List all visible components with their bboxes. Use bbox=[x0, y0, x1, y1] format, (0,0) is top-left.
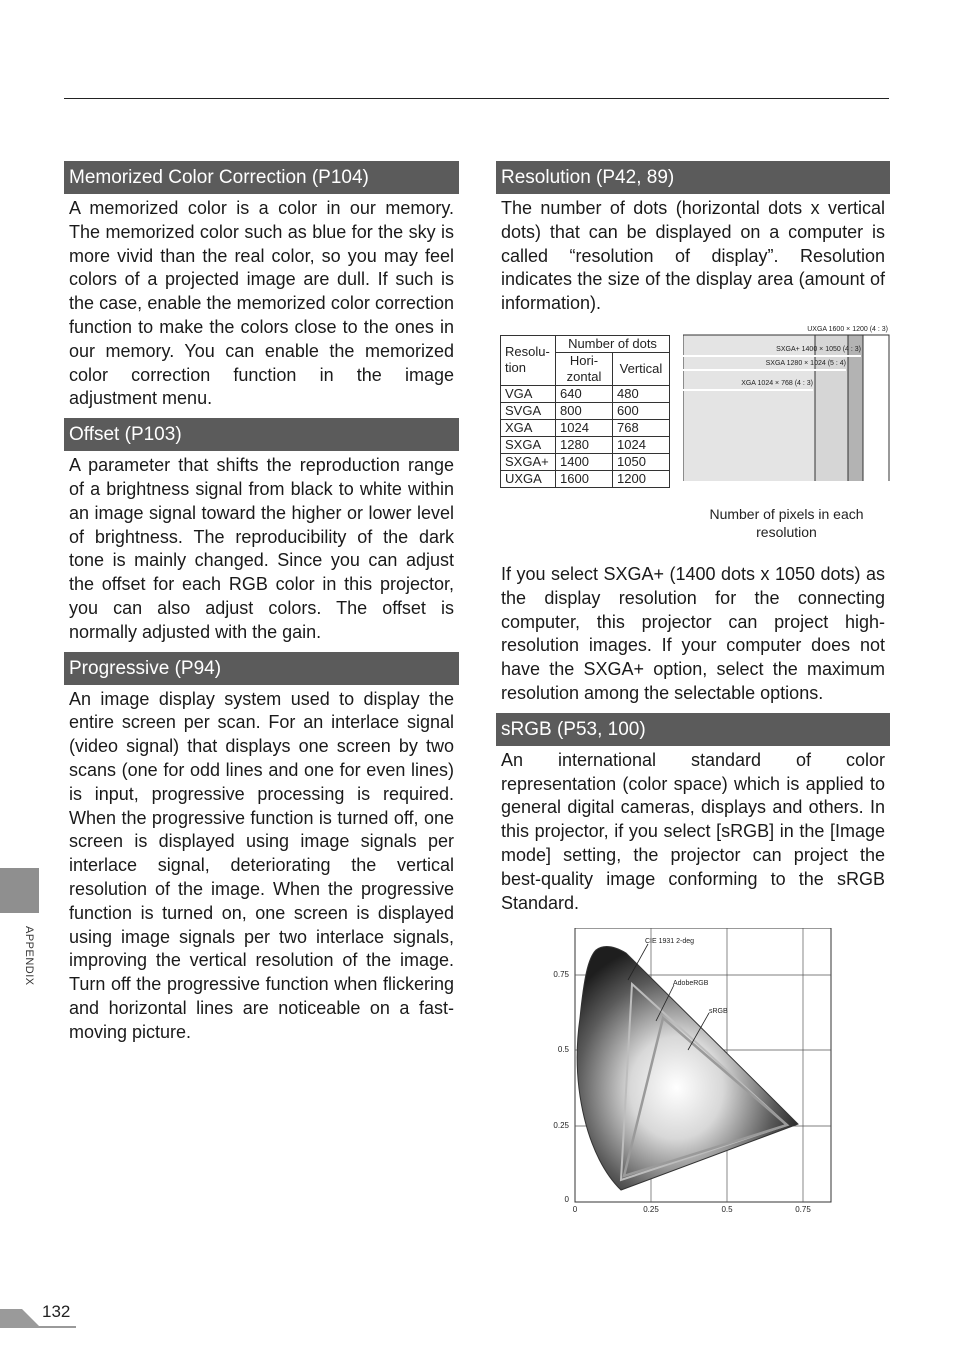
table-header-number-of-dots: Number of dots bbox=[556, 335, 670, 352]
table-cell-name: VGA bbox=[501, 385, 556, 402]
table-header-row bbox=[501, 335, 670, 352]
section-body-offset: A parameter that shifts the reproduction range of a brightness signal from black to white within an image signal toward the higher or lower level of brightness. The reproducibility of the dark tone is mainly changed. Since you can adjust the offset for each RGB color in this projector, you can also adjust colors. The offset is normally adjusted with the gain. bbox=[69, 455, 454, 642]
section-title-resolution: Resolution (P42, 89) bbox=[496, 161, 890, 194]
table-cell-vertical: 1200 bbox=[613, 470, 670, 487]
section-title-offset: Offset (P103) bbox=[64, 418, 459, 451]
section-body-resolution: The number of dots (horizontal dots x vertical dots) that can be displayed on a computer is called “resolution of display”. Resolution indicates the size of the display area (amount of information). bbox=[501, 198, 885, 314]
x-tick-label: 0.75 bbox=[795, 1205, 811, 1215]
sxga-plus-label: SXGA+ 1400 × 1050 (4 : 3) bbox=[776, 345, 861, 353]
table-cell-vertical: 1050 bbox=[613, 453, 670, 470]
right-column bbox=[496, 161, 890, 1238]
table-cell-name: SVGA bbox=[501, 402, 556, 419]
table-row bbox=[501, 470, 670, 487]
table-cell-vertical: 480 bbox=[613, 385, 670, 402]
uxga-label: UXGA 1600 × 1200 (4 : 3) bbox=[807, 325, 888, 333]
resolution-diagram bbox=[683, 321, 890, 481]
table-cell-horizontal: 1024 bbox=[556, 419, 613, 436]
table-row bbox=[501, 453, 670, 470]
section-body-srgb: An international standard of color representation (color space) which is applied to general digital cameras, displays and others. In this projector, if you select [sRGB] in the [Image mode] setting, the projector can project the best-quality image conforming to the sRGB Standard. bbox=[501, 749, 885, 913]
diagram-caption: Number of pixels in each resolution bbox=[709, 505, 864, 540]
table-row bbox=[501, 402, 670, 419]
table-cell-vertical: 600 bbox=[613, 402, 670, 419]
table-cell-horizontal: 1600 bbox=[556, 470, 613, 487]
x-tick-label: 0 bbox=[572, 1205, 578, 1215]
table-row bbox=[501, 436, 670, 453]
section-body-progressive: An image display system used to display the entire screen per scan. For an interlace signal (video signal) that displays one screen by two scans (one for odd lines and one for even lines) is input, progressive processing is required. When the progressive function is turned off, one screen is displayed using image signals per interlace signal, deteriorating the vertical resolution of the image. When the progressive function is turned on, one screen is displayed using image signals per two interlace signals, improving the vertical resolution of the image. Turn off the progressive function when flickering and horizontal lines are noticeable on a fast-moving picture. bbox=[69, 688, 454, 1042]
cie-chart bbox=[496, 928, 890, 1238]
y-tick-label: 0 bbox=[564, 1195, 569, 1205]
table-header-horizontal: Hori-zontal bbox=[556, 352, 613, 385]
table-cell-vertical: 1024 bbox=[613, 436, 670, 453]
resolution-figure bbox=[496, 325, 890, 560]
cie-chromaticity-diagram bbox=[548, 928, 838, 1220]
section-title-srgb: sRGB (P53, 100) bbox=[496, 713, 890, 746]
x-tick-label: 0.5 bbox=[721, 1205, 733, 1215]
table-row bbox=[501, 419, 670, 436]
xga-label: XGA 1024 × 768 (4 : 3) bbox=[741, 379, 813, 387]
table-header-vertical: Vertical bbox=[613, 352, 670, 385]
table-cell-name: SXGA+ bbox=[501, 453, 556, 470]
table-row bbox=[501, 385, 670, 402]
section-title-progressive: Progressive (P94) bbox=[64, 652, 459, 685]
y-tick-label: 0.25 bbox=[553, 1121, 569, 1131]
chapter-label: APPENDIX bbox=[23, 926, 35, 986]
table-cell-horizontal: 640 bbox=[556, 385, 613, 402]
table-cell-horizontal: 1280 bbox=[556, 436, 613, 453]
table-cell-vertical: 768 bbox=[613, 419, 670, 436]
sxga-label: SXGA 1280 × 1024 (5 : 4) bbox=[765, 359, 846, 367]
table-cell-name: UXGA bbox=[501, 470, 556, 487]
x-tick-label: 0.25 bbox=[643, 1205, 659, 1215]
section-body-resolution-2: If you select SXGA+ (1400 dots x 1050 dots) as the display resolution for the connecting computer, this projector can project high-resolution images. If your computer does not have the SXGA+ option, select the maximum resolution among the selectable options. bbox=[501, 563, 885, 703]
chapter-tab bbox=[0, 868, 39, 913]
page-number: 132 bbox=[42, 1302, 71, 1321]
section-title-memorized-color: Memorized Color Correction (P104) bbox=[64, 161, 459, 194]
table-cell-name: XGA bbox=[501, 419, 556, 436]
table-cell-horizontal: 1400 bbox=[556, 453, 613, 470]
left-column bbox=[64, 161, 459, 1052]
y-tick-label: 0.75 bbox=[553, 970, 569, 980]
table-cell-name: SXGA bbox=[501, 436, 556, 453]
srgb-label: sRGB bbox=[709, 1008, 728, 1016]
y-tick-label: 0.5 bbox=[557, 1045, 569, 1055]
resolution-table bbox=[500, 335, 670, 488]
section-body-memorized-color: A memorized color is a color in our memory. The memorized color such as blue for the sky is more vivid than the real color, so you may feel colors of a projected image are dull. If such is the case, enable the memorized color correction function to make the colors close to the ones in our memory. You can enable the memorized color correction function in the image adjustment menu. bbox=[69, 198, 454, 409]
table-cell-horizontal: 800 bbox=[556, 402, 613, 419]
adobergb-label: AdobeRGB bbox=[673, 980, 709, 988]
top-rule bbox=[64, 98, 889, 99]
cie-1931-label: CIE 1931 2-deg bbox=[645, 938, 695, 946]
table-header-resolution: Resolu-tion bbox=[501, 335, 556, 385]
